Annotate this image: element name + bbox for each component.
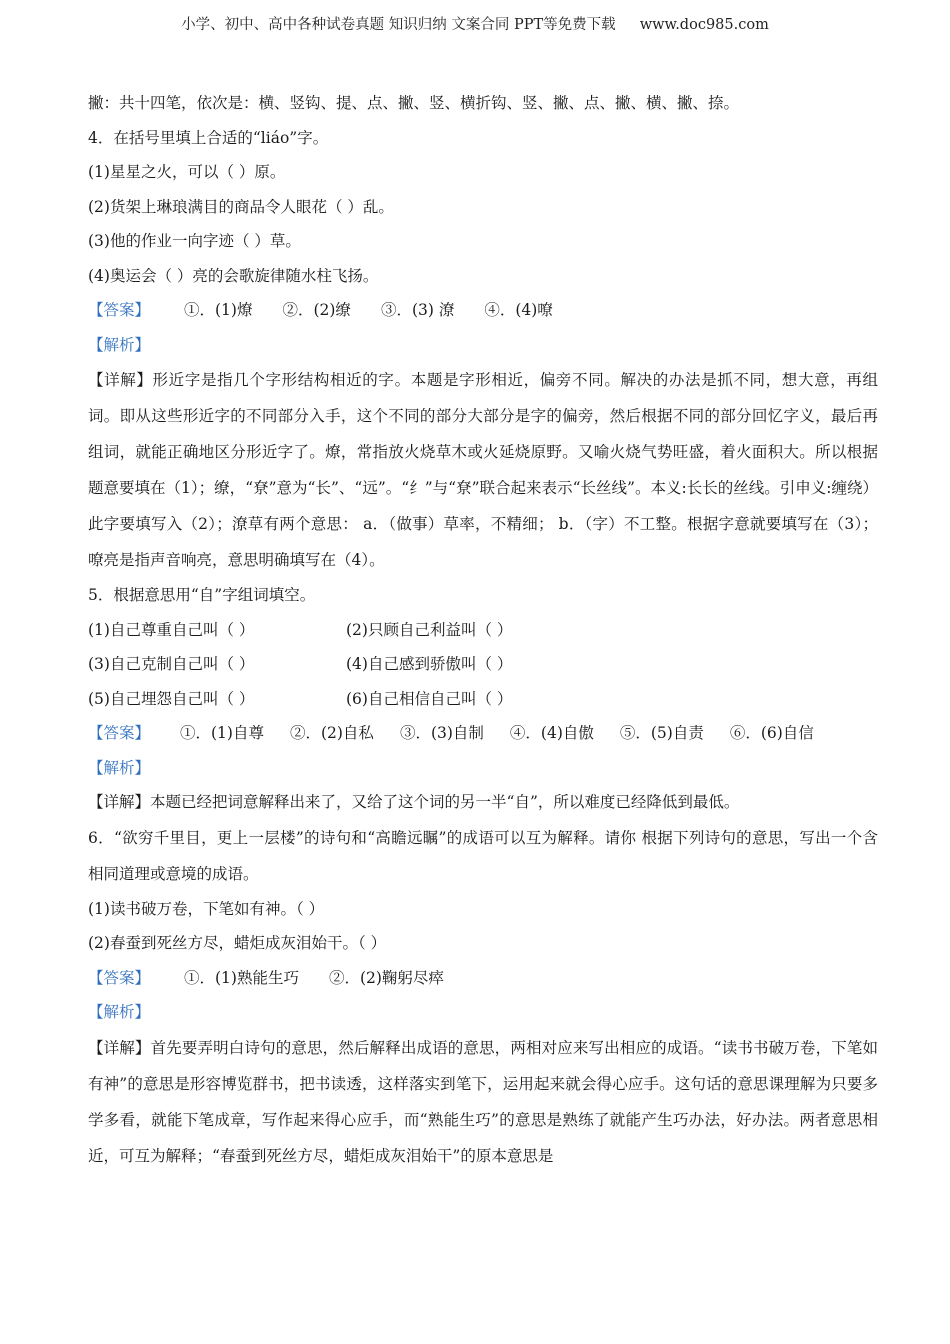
answer-item: ①．(1)熟能生巧: [184, 968, 299, 987]
detail-text: 本题已经把词意解释出来了，又给了这个词的另一半“自”，所以难度已经降低到最低。: [150, 793, 740, 811]
analysis-label: 【解析】: [88, 1003, 151, 1021]
detail-label: 【详解】: [88, 1038, 151, 1057]
q4-item-3: (3)他的作业一向字迹（ ）草。: [88, 232, 301, 250]
header-text: 小学、初中、高中各种试卷真题 知识归纳 文案合同 PPT等免费下载: [181, 17, 616, 33]
q6-item-1: (1)读书破万卷，下笔如有神。（ ）: [88, 899, 325, 918]
q6-item-2: (2)春蚕到死丝方尽，蜡炬成灰泪始干。（ ）: [88, 934, 387, 952]
q4-detail: [88, 362, 878, 578]
analysis-label: 【解析】: [88, 335, 151, 354]
answer-item: ②．(2)鞠躬尽瘁: [328, 968, 444, 987]
detail-label: 【详解】: [88, 371, 153, 389]
answer-item: ④．(4)自傲: [509, 724, 594, 742]
q4-answer-row: [88, 293, 878, 328]
answer-item: ③．(3) 潦: [380, 301, 455, 319]
analysis-label: 【解析】: [88, 758, 151, 777]
q5-row-3: [88, 682, 878, 717]
q5-answer-row: [88, 716, 878, 751]
q4-item-2: (2)货架上琳琅满目的商品令人眼花（ ）乱。: [88, 197, 394, 216]
q5-row-2: [88, 647, 878, 682]
stroke-order-line: 撇：共十四笔，依次是：横、竖钩、提、点、撇、竖、横折钩、竖、撇、点、撇、横、撇、捺。: [88, 94, 740, 112]
page-header: [0, 13, 950, 34]
answer-item: ③．(3)自制: [399, 724, 484, 742]
q5-item: (6)自己相信自己叫（ ）: [346, 689, 513, 708]
detail-label: 【详解】: [88, 793, 151, 811]
q5-item: (4)自己感到骄傲叫（ ）: [346, 655, 513, 673]
q5-item: (5)自己埋怨自己叫（ ）: [88, 689, 255, 708]
answer-item: ①．(1)燎: [184, 301, 253, 319]
q4-title: 4．在括号里填上合适的“liáo”字。: [88, 128, 329, 147]
answer-label: 【答案】: [88, 301, 151, 319]
q6-detail: [88, 1030, 878, 1174]
answer-label: 【答案】: [88, 724, 151, 742]
detail-text: 形近字是指几个字形结构相近的字。本题是字形相近，偏旁不同。解决的办法是抓不同，想大意，再组词。即从这些形近字的不同部分入手，这个不同的部分大部分是字的偏旁，然后根据不同的部分回忆字义，最后再组词，就能正确地区分形近字了。燎，常指放火烧草木或火延烧原野。又喻火烧气势旺盛，着火面积大。所以根据题意要填在（1）；缭，“尞”意为“长”、“远”。“纟”与“尞”联合起来表示“长丝线”。本义:长长的丝线。引申义:缠绕） 此字要填写入（2）；潦草有两个意思： a．（做事）草率，不精细； b．（字）不工整。根据字意就要填写在（3）；嘹亮是指声音响亮，意思明确填写在（4）。: [88, 371, 878, 569]
answer-item: ⑥．(6)自信: [729, 724, 814, 742]
q5-item: (3)自己克制自己叫（ ）: [88, 655, 255, 673]
q6-title: 6．“欲穷千里目，更上一层楼”的诗句和“高瞻远瞩”的成语可以互为解释。请你 根据下列诗句的意思，写出一个含相同道理或意境的成语。: [88, 828, 878, 883]
answer-label: 【答案】: [88, 968, 151, 987]
header-url[interactable]: www.doc985.com: [639, 17, 769, 33]
answer-item: ④．(4)嘹: [484, 301, 553, 319]
q5-title: 5．根据意思用“自”字组词填空。: [88, 586, 316, 604]
q5-detail: [88, 785, 878, 820]
q5-item: (2)只顾自己利益叫（ ）: [346, 620, 513, 639]
answer-item: ②．(2)自私: [289, 724, 374, 742]
document-body: [88, 86, 878, 1174]
answer-item: ②．(2)缭: [282, 301, 351, 319]
q4-item-4: (4)奥运会（ ）亮的会歌旋律随水柱飞扬。: [88, 266, 379, 285]
answer-item: ①．(1)自尊: [180, 724, 264, 742]
detail-text: 首先要弄明白诗句的意思，然后解释出成语的意思，两相对应来写出相应的成语。“读书书破万卷，下笔如有神”的意思是形容博览群书，把书读透，这样落实到笔下，运用起来就会得心应手。这句话的意思课理解为只要多学多看，就能下笔成章，写作起来得心应手，而“熟能生巧”的意思是熟练了就能产生巧办法，好办法。两者意思相近，可互为解释；“春蚕到死丝方尽，蜡炬成灰泪始干”的原本意思是: [88, 1038, 878, 1165]
q6-answer-row: [88, 961, 878, 996]
q5-item: (1)自己尊重自己叫（ ）: [88, 620, 255, 639]
q4-item-1: (1)星星之火，可以（ ）原。: [88, 163, 286, 181]
answer-item: ⑤．(5)自责: [619, 724, 704, 742]
q5-row-1: [88, 613, 878, 648]
